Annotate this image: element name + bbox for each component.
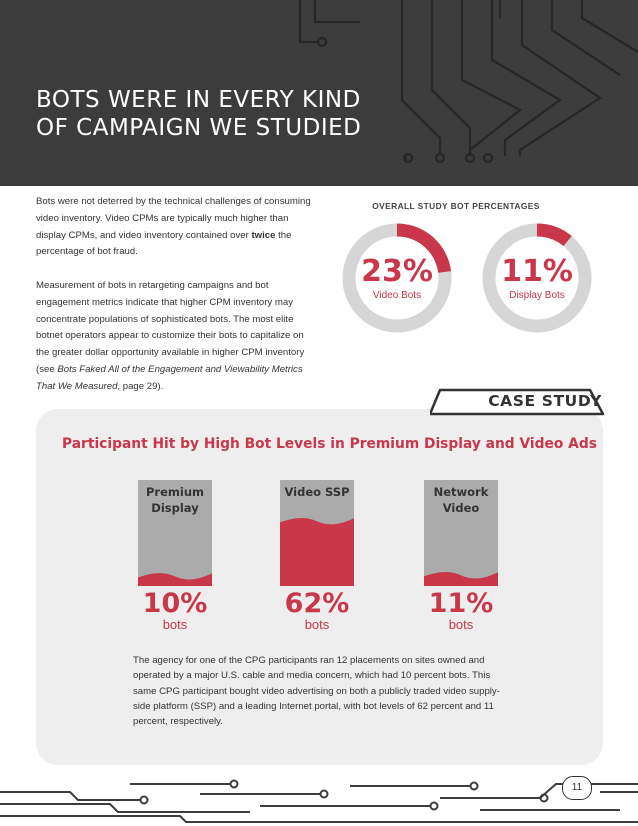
video-bots-gauge xyxy=(341,222,453,334)
display-bots-gauge xyxy=(481,222,593,334)
premium-display-title xyxy=(138,484,212,516)
network-video-title-line2: Video xyxy=(442,501,480,515)
premium-display-title-line2: Display xyxy=(151,501,199,515)
case-study-title: Participant Hit by High Bot Levels in Premium Display and Video Ads xyxy=(62,436,597,452)
video-ssp-unit: bots xyxy=(304,617,330,632)
case-study-label: CASE STUDY xyxy=(488,392,602,410)
premium-display-fill xyxy=(138,573,212,586)
intro-p2-reference: Bots Faked All of the Engagement and Viewability Metrics That We Measured xyxy=(36,363,303,392)
intro-p1-text: Bots were not deterred by the technical challenges of consuming video inventory. Video CPMs are typically much higher than display CPMs, and video inventory contained over xyxy=(36,196,311,241)
header-banner xyxy=(0,0,638,186)
premium-display-title-line1: Premium xyxy=(146,485,204,499)
premium-display-unit: bots xyxy=(162,617,188,632)
video-ssp-value: 62% xyxy=(284,588,350,619)
intro-paragraph-1 xyxy=(36,194,318,261)
page-title xyxy=(36,86,396,142)
page-number: 11 xyxy=(562,776,592,800)
intro-text xyxy=(36,194,318,412)
network-video-unit: bots xyxy=(448,617,474,632)
premium-display-value: 10% xyxy=(142,588,208,619)
intro-paragraph-2 xyxy=(36,278,318,396)
display-bots-label: Display Bots xyxy=(509,290,565,301)
video-ssp-title-line1: Video SSP xyxy=(284,485,350,499)
footer-circuit-graphic xyxy=(0,772,638,826)
video-ssp-bar xyxy=(280,480,354,586)
video-bots-percent: 23% xyxy=(361,254,433,289)
case-study-body: The agency for one of the CPG participants ran 12 placements on sites owned and operated by a major U.S. cable and media concern, which had 10 percent bots. This same CPG participant bought video advertising on both a publicly traded video supply-side platform (SSP) and a leading Internet portal, with bot levels of 62 percent and 11 percent, respectively. xyxy=(133,655,500,728)
premium-display-bar xyxy=(138,480,212,586)
network-video-fill xyxy=(424,572,498,586)
page-title-line1: BOTS WERE IN EVERY KIND xyxy=(36,87,361,113)
overall-gauges-title: OVERALL STUDY BOT PERCENTAGES xyxy=(372,201,540,211)
intro-p2-text-end: , page 29). xyxy=(117,380,164,392)
video-ssp-column xyxy=(280,480,354,586)
network-video-column xyxy=(424,480,498,586)
network-video-title-line1: Network xyxy=(433,485,489,499)
intro-p2-text: Measurement of bots in retargeting campaigns and bot engagement metrics indicate that higher CPM inventory may concentrate populations of sophisticated bots. The most elite botnet operators appear to customize their bots to capitalize on the greater dollar opportunity available in higher CPM inventory (see xyxy=(36,279,305,375)
video-ssp-title xyxy=(280,484,354,500)
network-video-value: 11% xyxy=(428,588,494,619)
video-bots-label: Video Bots xyxy=(372,290,422,301)
intro-p1-text-end: the percentage of bot fraud. xyxy=(36,229,292,258)
premium-display-column xyxy=(138,480,212,586)
network-video-title xyxy=(424,484,498,516)
video-ssp-fill xyxy=(280,518,354,586)
intro-p1-bold: twice xyxy=(251,229,276,241)
display-bots-percent: 11% xyxy=(501,254,573,289)
case-study-tag xyxy=(430,388,606,416)
page-title-line2: OF CAMPAIGN WE STUDIED xyxy=(36,115,362,141)
network-video-bar xyxy=(424,480,498,586)
